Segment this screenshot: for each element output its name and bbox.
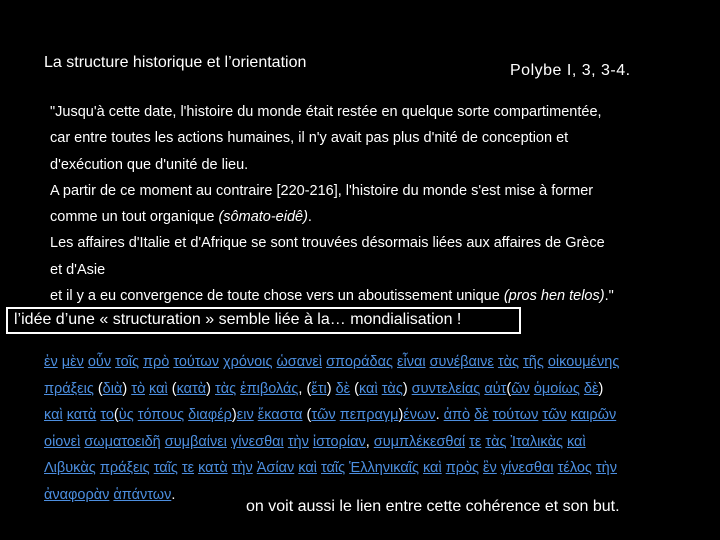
greek-punctuation: ) — [206, 380, 216, 397]
quote-text: comme un tout organique — [50, 209, 219, 226]
quote-line: A partir de ce moment au contraire [220-216], l'histoire du monde s'est mise à former — [50, 182, 594, 199]
greek-punctuation: ) — [402, 380, 412, 397]
quote-line: car entre toutes les actions humaines, il n'y avait pas plus d'nité de conception et — [50, 130, 569, 147]
greek-line — [44, 402, 684, 429]
greek-word-link[interactable]: κατὰ — [176, 380, 207, 397]
greek-punctuation: , ( — [298, 380, 312, 397]
greek-word-link[interactable]: κατὰ — [198, 460, 228, 476]
greek-word-link[interactable]: τῶν — [542, 407, 567, 423]
greek-word-link[interactable]: ἐν — [44, 354, 58, 370]
greek-word-link[interactable]: ταῖς — [321, 460, 346, 476]
greek-punctuation: ) — [122, 380, 132, 397]
greek-line — [44, 376, 684, 403]
greek-word-link[interactable]: συμβαίνει — [164, 433, 227, 450]
greek-word-link[interactable]: τούτων — [492, 407, 539, 423]
quote-text: . — [307, 209, 312, 226]
greek-word-link[interactable]: διὰ — [102, 380, 123, 397]
greek-word-link[interactable]: τέλος — [557, 460, 592, 476]
greek-word-link[interactable]: γίνεσθαι — [500, 460, 554, 476]
greek-word-link[interactable]: Ἀσίαν — [256, 460, 295, 476]
quote-line: "Jusqu'à cette date, l'histoire du monde était restée en quelque sorte compartimentée, — [50, 104, 602, 120]
greek-word-link[interactable]: Λιβυκὰς — [44, 460, 96, 476]
greek-punctuation: , — [365, 433, 374, 450]
greek-word-link[interactable]: τε — [469, 433, 482, 450]
greek-word-link[interactable]: δὲ — [335, 380, 351, 397]
quote-emphasis: (sômato-eidê) — [218, 209, 308, 226]
quote-line: et d'Asie — [50, 261, 106, 278]
greek-word-link[interactable]: μὲν — [61, 354, 84, 370]
greek-word-link[interactable]: εἶναι — [397, 354, 426, 370]
greek-word-link[interactable]: πρὸ — [142, 354, 170, 370]
greek-punctuation: . — [435, 407, 444, 423]
quote-emphasis: (pros hen telos) — [503, 288, 605, 305]
greek-word-link[interactable]: ἁπάντων — [113, 486, 172, 503]
greek-word-link[interactable]: τῶν — [311, 407, 336, 423]
quote-text: ." — [604, 288, 614, 305]
greek-word-link[interactable]: καὶ — [566, 433, 586, 450]
greek-word-link[interactable]: τούτων — [173, 354, 219, 370]
greek-word-link[interactable]: Ἰταλικὰς — [510, 433, 563, 450]
greek-word-link[interactable]: συμπλέκεσθαί — [373, 433, 466, 450]
greek-word-link[interactable]: καὶ — [44, 407, 63, 423]
callout-text: l’idée d’une « structuration » semble liée à la… mondialisation ! — [14, 311, 462, 328]
greek-word-link[interactable]: τὰς — [215, 380, 237, 397]
greek-word-link[interactable]: πράξεις — [44, 380, 94, 397]
greek-word-link[interactable]: τόπους — [137, 407, 185, 423]
greek-word-link[interactable]: αὐτ — [484, 380, 507, 397]
greek-punctuation: . — [171, 486, 176, 503]
greek-word-link[interactable]: καὶ — [358, 380, 378, 397]
greek-line — [44, 429, 684, 456]
quote-line: d'exécution que d'unité de lieu. — [50, 156, 249, 173]
greek-word-link[interactable]: γίνεσθαι — [230, 433, 284, 450]
greek-word-link[interactable]: οἱονεὶ — [44, 433, 81, 450]
greek-source-text — [44, 349, 684, 508]
greek-word-link[interactable]: καὶ — [149, 380, 168, 397]
greek-word-link[interactable]: ἕκαστα — [257, 407, 303, 423]
greek-word-link[interactable]: ἀναφορὰν — [44, 486, 110, 503]
greek-word-link[interactable]: καιρῶν — [570, 407, 617, 423]
greek-word-link[interactable]: ὡσανεὶ — [276, 354, 323, 370]
greek-punctuation: ( — [93, 380, 103, 397]
greek-punctuation: ( — [302, 407, 312, 423]
greek-word-link[interactable]: τὰς — [497, 354, 519, 370]
greek-word-link[interactable]: ένων — [403, 407, 436, 423]
greek-word-link[interactable]: τὸ — [131, 380, 146, 397]
greek-word-link[interactable]: ἐπιβολάς — [240, 380, 299, 397]
greek-word-link[interactable]: το — [100, 407, 114, 423]
greek-word-link[interactable]: καὶ — [422, 460, 442, 476]
greek-word-link[interactable]: τὴν — [231, 460, 253, 476]
quote-line — [50, 283, 690, 309]
greek-word-link[interactable]: τοῖς — [115, 354, 139, 370]
greek-word-link[interactable]: ῶν — [511, 380, 530, 397]
greek-word-link[interactable]: χρόνοις — [222, 354, 273, 370]
quote-text: et il y a eu convergence de toute chose vers un aboutissement unique — [50, 288, 504, 305]
greek-punctuation: ( — [167, 380, 177, 397]
greek-word-link[interactable]: δὲ — [583, 380, 599, 397]
greek-punctuation: ) — [231, 407, 237, 423]
greek-word-link[interactable]: Ἑλληνικαῖς — [349, 460, 419, 476]
greek-word-link[interactable]: τε — [181, 460, 195, 476]
greek-punctuation: ) — [598, 380, 604, 397]
greek-punctuation: ) — [398, 407, 404, 423]
greek-word-link[interactable]: τῆς — [523, 354, 544, 370]
greek-word-link[interactable]: πράξεις — [99, 460, 150, 476]
greek-word-link[interactable]: συντελείας — [411, 380, 481, 397]
greek-punctuation: ( — [113, 407, 119, 423]
greek-word-link[interactable]: ὁμοίως — [533, 380, 580, 397]
callout-box — [6, 307, 521, 334]
slide-title: La structure historique et l’orientation — [44, 54, 307, 71]
greek-punctuation: ( — [350, 380, 359, 397]
greek-word-link[interactable]: πεπραγμ — [339, 407, 399, 423]
greek-word-link[interactable]: ἀπὸ — [443, 407, 471, 423]
greek-word-link[interactable]: διαφέρ — [188, 407, 232, 423]
greek-word-link[interactable]: καὶ — [298, 460, 317, 476]
greek-word-link[interactable]: οἰκουμένης — [547, 354, 620, 370]
greek-word-link[interactable]: δὲ — [474, 407, 489, 423]
greek-word-link[interactable]: τὰς — [485, 433, 507, 450]
greek-word-link[interactable]: τὴν — [287, 433, 309, 450]
quote-line: Les affaires d'Italie et d'Afrique se sont trouvées désormais liées aux affaires de Grèce — [50, 235, 605, 252]
greek-word-link[interactable]: οὖν — [87, 354, 112, 370]
greek-line — [44, 349, 684, 376]
source-reference: Polybe I, 3, 3-4. — [510, 62, 631, 79]
greek-word-link[interactable]: ἱστορίαν — [312, 433, 366, 450]
greek-word-link[interactable]: σωματοειδῆ — [84, 433, 161, 450]
greek-word-link[interactable]: ἔτι — [311, 380, 327, 397]
greek-punctuation: ) — [326, 380, 336, 397]
greek-line — [44, 455, 684, 482]
greek-word-link[interactable]: συνέβαινε — [429, 354, 494, 370]
conclusion-text: on voit aussi le lien entre cette cohérence et son but. — [246, 498, 620, 515]
greek-word-link[interactable]: ειν — [236, 407, 254, 423]
greek-word-link[interactable]: ἓν — [483, 460, 497, 476]
greek-punctuation: ( — [506, 380, 512, 397]
quote-line — [50, 204, 690, 230]
greek-word-link[interactable]: σποράδας — [326, 354, 393, 370]
greek-word-link[interactable]: πρὸς — [445, 460, 480, 476]
greek-word-link[interactable]: ὺς — [118, 407, 134, 423]
french-quote — [50, 99, 690, 309]
greek-word-link[interactable]: τὴν — [595, 460, 617, 476]
greek-word-link[interactable]: τὰς — [381, 380, 403, 397]
greek-word-link[interactable]: ταῖς — [153, 460, 178, 476]
greek-word-link[interactable]: κατὰ — [66, 407, 97, 423]
